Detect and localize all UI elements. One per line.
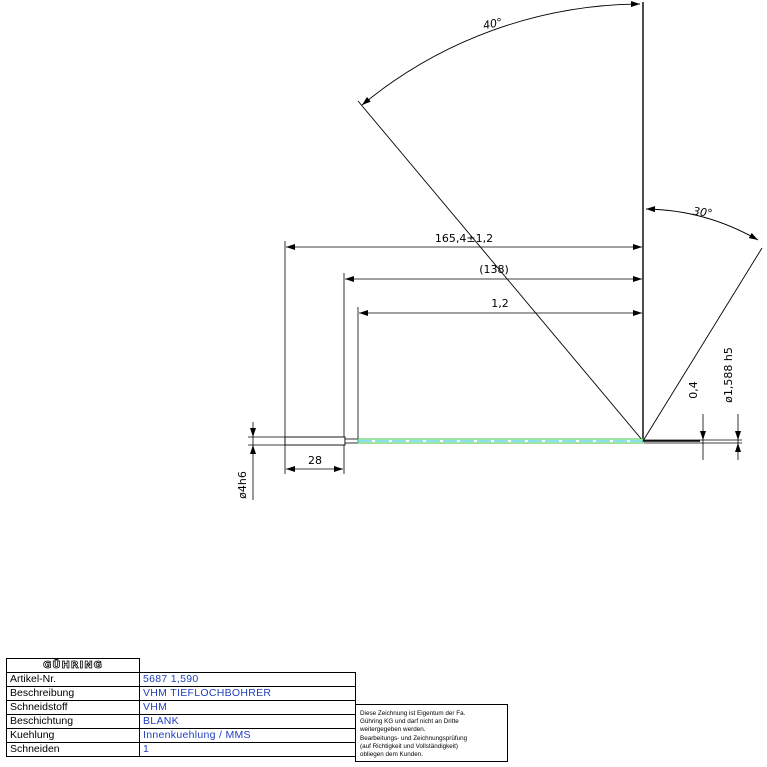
table-row: [7, 743, 356, 757]
notice-line: obliegen dem Kunden.: [360, 751, 424, 759]
arrow-shank-bottom: [250, 445, 256, 454]
value-schneidstoff: VHM: [140, 701, 356, 715]
value-beschichtung: BLANK: [140, 715, 356, 729]
angle-40-label: 40°: [481, 15, 504, 33]
label-beschichtung: Beschichtung: [7, 715, 140, 729]
title-block: [6, 658, 356, 757]
transition-neck: [345, 439, 358, 443]
dim-overall-length: 165,4±1,2: [434, 232, 494, 245]
label-beschreibung: Beschreibung: [7, 687, 140, 701]
notice-line: (auf Richtigkeit und Vollständigkeit): [360, 742, 459, 750]
label-artikel-nr: Artikel-Nr.: [7, 673, 140, 687]
value-schneiden: 1: [140, 743, 356, 757]
notice-line: Gühring KG und darf nicht an Dritte: [360, 718, 459, 726]
dim-shank-dia: ø4h6: [236, 471, 249, 499]
arrow-tip-dia-bottom: [735, 443, 741, 452]
guehring-logo: GÜHRING: [7, 659, 140, 673]
label-kuehlung: Kuehlung: [7, 729, 140, 743]
table-row: [7, 673, 356, 687]
notice-line: Diese Zeichnung ist Eigentum der Fa.: [360, 710, 466, 717]
angle-30-label: 30°: [692, 204, 714, 221]
dim-flute-ref: (138): [479, 263, 509, 276]
table-row: [7, 729, 356, 743]
label-schneiden: Schneiden: [7, 743, 140, 757]
table-row: [7, 715, 356, 729]
table-row: [7, 701, 356, 715]
angle-30-leg: [643, 248, 762, 441]
label-schneidstoff: Schneidstoff: [7, 701, 140, 715]
value-kuehlung: Innenkuehlung / MMS: [140, 729, 356, 743]
dim-tip-offset: 0,4: [687, 381, 700, 399]
arrow-tip-offset: [700, 431, 706, 440]
dim-flute-length: 1,2: [491, 297, 509, 310]
notice-line: weitergegeben werden.: [360, 726, 426, 734]
ownership-notice: [355, 704, 508, 762]
arrow-shank-top: [250, 428, 256, 437]
shank-body: [285, 437, 345, 445]
notice-line: Bearbeitungs- und Zeichnungsprüfung: [360, 734, 468, 742]
arrow-tip-dia-top: [735, 431, 741, 440]
value-beschreibung: VHM TIEFLOCHBOHRER: [140, 687, 356, 701]
dim-shank-length: 28: [308, 454, 322, 467]
value-artikel-nr: 5687 1,590: [140, 673, 356, 687]
dim-tip-dia: ø1,588 h5: [722, 347, 735, 403]
table-row: [7, 687, 356, 701]
